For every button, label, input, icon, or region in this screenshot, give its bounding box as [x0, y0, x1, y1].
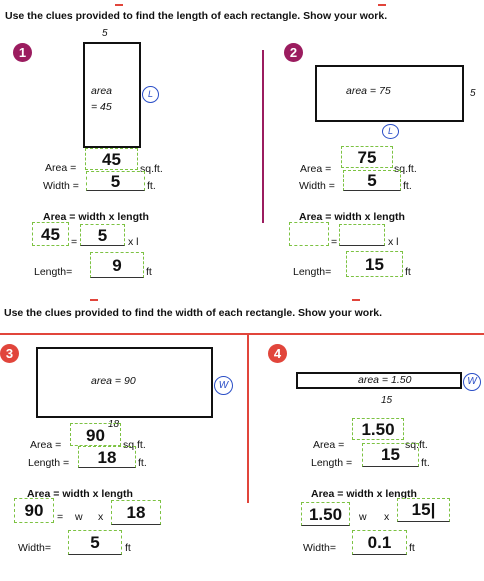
- length-unit: ft: [405, 266, 411, 278]
- instructions-top: Use the clues provided to find the length of each rectangle. Show your work.: [5, 10, 388, 22]
- area-label: Area =: [313, 439, 345, 451]
- width-unit: ft.: [147, 180, 156, 192]
- area-line-2: = 45: [91, 101, 112, 113]
- side-note: 18: [108, 419, 120, 430]
- pen-circle-mark: W: [463, 373, 481, 391]
- width-symbol: w: [75, 511, 83, 523]
- rectangle-2: [315, 65, 464, 122]
- width-answer-box[interactable]: 0.1: [352, 530, 407, 555]
- formula-width-box[interactable]: [339, 224, 385, 246]
- right-dimension: 5: [470, 88, 476, 99]
- divider-vertical-top: [262, 50, 264, 223]
- area-unit: sq.ft.: [405, 439, 428, 451]
- length-unit: ft.: [138, 457, 147, 469]
- area-answer-box[interactable]: 1.50: [352, 418, 404, 440]
- red-mark: [115, 4, 123, 6]
- red-mark: [90, 299, 98, 301]
- width-unit: ft: [409, 542, 415, 554]
- length-unit: ft.: [421, 457, 430, 469]
- problem-badge-3: 3: [0, 344, 19, 363]
- area-unit: sq.ft.: [123, 439, 146, 451]
- divider-horizontal: [0, 333, 484, 335]
- rectangle-4: [296, 372, 462, 389]
- length-label: Length =: [28, 457, 70, 469]
- divider-vertical-bottom: [247, 333, 249, 503]
- length-unit: ft: [146, 266, 152, 278]
- equals-sign: =: [71, 236, 78, 248]
- length-label: Length=: [293, 266, 332, 278]
- width-answer-box[interactable]: 5: [68, 530, 122, 555]
- width-label: Width =: [299, 180, 335, 192]
- formula-width-box[interactable]: 5: [80, 224, 125, 246]
- area-text: area = 75: [346, 85, 391, 97]
- area-answer-box[interactable]: 45: [85, 148, 138, 170]
- times-length: x l: [388, 236, 399, 248]
- problem-badge-1: 1: [13, 43, 32, 62]
- area-text: area = 1.50: [358, 374, 412, 386]
- problem-badge-2: 2: [284, 43, 303, 62]
- length-label: Length=: [34, 266, 73, 278]
- area-label: Area =: [45, 162, 77, 174]
- width-label: Width=: [303, 542, 336, 554]
- below-dimension: 15: [381, 395, 393, 406]
- pen-circle-mark: W: [214, 376, 233, 395]
- width-label: Width =: [43, 180, 79, 192]
- equals-sign: =: [57, 511, 64, 523]
- times-length: x l: [128, 236, 139, 248]
- red-mark: [352, 299, 360, 301]
- formula-length-box[interactable]: 15|: [397, 498, 450, 522]
- width-answer-box[interactable]: 5: [343, 170, 401, 191]
- problem-badge-4: 4: [268, 344, 287, 363]
- width-label: Width=: [18, 542, 51, 554]
- times-sign: x: [384, 511, 390, 523]
- area-line-1: area: [91, 85, 113, 97]
- formula: Area = width x length: [43, 211, 149, 223]
- length-answer-box[interactable]: 15: [346, 251, 403, 277]
- rectangle-3: [36, 347, 213, 418]
- top-dimension: 5: [102, 28, 108, 39]
- length-answer-box[interactable]: 9: [90, 252, 144, 278]
- times-sign: x: [98, 511, 104, 523]
- length-answer-box[interactable]: 15: [362, 443, 419, 467]
- equals-sign: =: [331, 236, 338, 248]
- formula-area-box[interactable]: 45: [32, 222, 69, 246]
- formula: Area = width x length: [27, 488, 133, 500]
- pen-circle-mark: L: [142, 86, 159, 103]
- formula: Area = width x length: [311, 488, 417, 500]
- area-unit: sq.ft.: [394, 163, 417, 175]
- rectangle-1: [83, 42, 141, 148]
- formula-length-box[interactable]: 18: [111, 500, 161, 525]
- red-mark: [378, 4, 386, 6]
- area-label: Area =: [300, 163, 332, 175]
- width-unit: ft: [125, 542, 131, 554]
- formula-area-box[interactable]: [289, 222, 329, 246]
- area-text: area = 90: [91, 375, 136, 387]
- width-symbol: w: [359, 511, 367, 523]
- instructions-mid: Use the clues provided to find the width of each rectangle. Show your work.: [4, 307, 383, 319]
- formula: Area = width x length: [299, 211, 405, 223]
- formula-area-box[interactable]: 90: [14, 498, 54, 523]
- area-answer-box[interactable]: 75: [341, 146, 393, 168]
- length-answer-box[interactable]: 18: [78, 446, 136, 468]
- area-answer-box[interactable]: 90: [70, 423, 121, 446]
- area-unit: sq.ft.: [140, 163, 163, 175]
- width-unit: ft.: [403, 180, 412, 192]
- length-label: Length =: [311, 457, 353, 469]
- width-answer-box[interactable]: 5: [86, 171, 145, 191]
- area-label: Area =: [30, 439, 62, 451]
- formula-area-box[interactable]: 1.50: [301, 502, 350, 526]
- pen-circle-mark: L: [382, 124, 399, 139]
